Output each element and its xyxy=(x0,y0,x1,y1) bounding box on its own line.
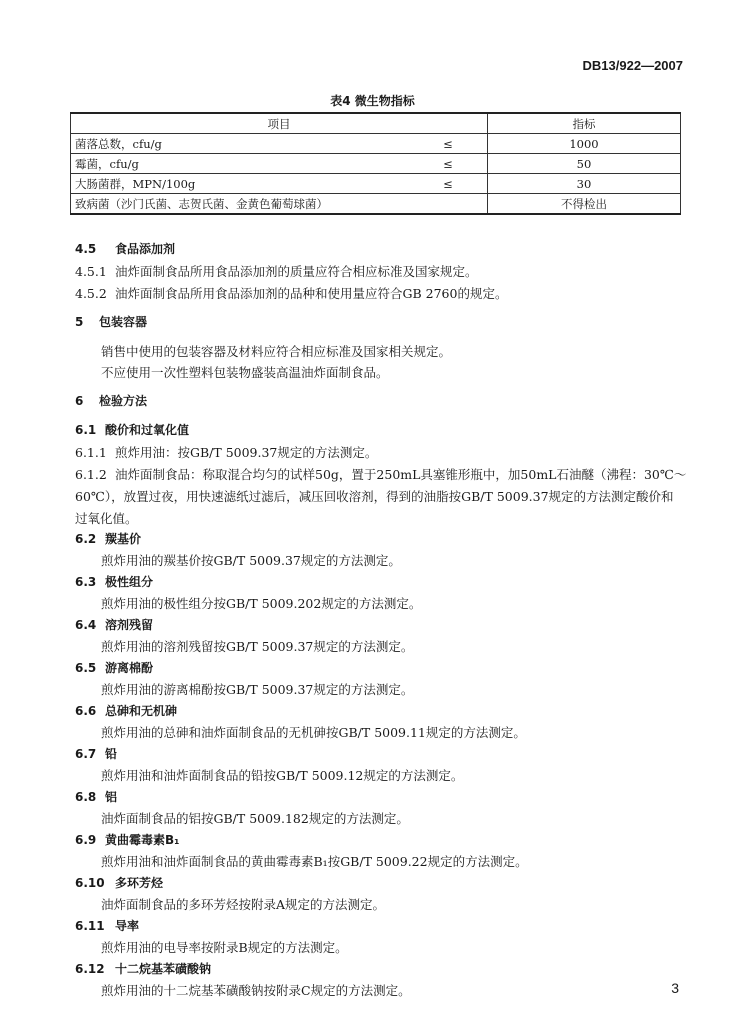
clause-6-1-2-line-1: 6.1.2 油炸面制食品：称取混合均匀的试样50g，置于250mL具塞锥形瓶中，加50mL石油醚（沸程：30℃～ xyxy=(75,467,687,482)
clause-4-5-2: 4.5.2 油炸面制食品所用食品添加剂的品种和使用量应符合GB 2760的规定。 xyxy=(75,286,508,301)
section-6-12-heading: 6.12 十二烷基苯磺酸钠 xyxy=(75,962,212,976)
row-value: 不得检出 xyxy=(488,194,681,215)
clause-6-1-2-line-3: 过氧化值。 xyxy=(75,511,138,526)
row-value: 30 xyxy=(488,174,681,194)
clause-6-1-2-line-2: 60℃），放置过夜，用快速滤纸过滤后，减压回收溶剂，得到的油脂按GB/T 5009.37规定的方法测定酸价和 xyxy=(75,489,674,504)
row-symbol xyxy=(409,194,488,215)
table-header-row xyxy=(71,113,681,134)
section-6-1-heading: 6.1 酸价和过氧化值 xyxy=(75,423,190,437)
row-item: 菌落总数，cfu/g xyxy=(71,134,410,154)
section-6-11-text: 煎炸用油的电导率按附录B规定的方法测定。 xyxy=(101,940,348,955)
table-row xyxy=(71,134,681,154)
section-6-7-heading: 6.7 铅 xyxy=(75,747,118,761)
section-5-paragraph-2: 不应使用一次性塑料包装物盛装高温油炸面制食品。 xyxy=(101,365,389,380)
clause-4-5-1: 4.5.1 油炸面制食品所用食品添加剂的质量应符合相应标准及国家规定。 xyxy=(75,264,478,279)
row-symbol: ≤ xyxy=(409,174,488,194)
row-value: 50 xyxy=(488,154,681,174)
section-6-10-text: 油炸面制食品的多环芳烃按附录A规定的方法测定。 xyxy=(101,897,386,912)
table-row xyxy=(71,194,681,215)
section-6-5-text: 煎炸用油的游离棉酚按GB/T 5009.37规定的方法测定。 xyxy=(101,682,414,697)
section-6-11-heading: 6.11 导率 xyxy=(75,919,140,933)
section-6-6-heading: 6.6 总砷和无机砷 xyxy=(75,704,178,718)
section-6-7-text: 煎炸用油和油炸面制食品的铅按GB/T 5009.12规定的方法测定。 xyxy=(101,768,464,783)
section-6-5-heading: 6.5 游离棉酚 xyxy=(75,661,154,675)
table-caption: 表4 微生物指标 xyxy=(330,94,415,108)
section-6-4-text: 煎炸用油的溶剂残留按GB/T 5009.37规定的方法测定。 xyxy=(101,639,414,654)
section-6-12-text: 煎炸用油的十二烷基苯磺酸钠按附录C规定的方法测定。 xyxy=(101,983,411,998)
row-value: 1000 xyxy=(488,134,681,154)
section-5-paragraph-1: 销售中使用的包装容器及材料应符合相应标准及国家相关规定。 xyxy=(101,344,452,359)
table-row xyxy=(71,154,681,174)
section-6-4-heading: 6.4 溶剂残留 xyxy=(75,618,154,632)
row-item: 霉菌，cfu/g xyxy=(71,154,410,174)
section-5-heading: 5 包装容器 xyxy=(75,315,148,329)
row-item: 大肠菌群，MPN/100g xyxy=(71,174,410,194)
section-6-3-text: 煎炸用油的极性组分按GB/T 5009.202规定的方法测定。 xyxy=(101,596,422,611)
row-symbol: ≤ xyxy=(409,154,488,174)
row-symbol: ≤ xyxy=(409,134,488,154)
section-4-5-heading: 4.5 食品添加剂 xyxy=(75,242,176,256)
section-6-10-heading: 6.10 多环芳烃 xyxy=(75,876,164,890)
section-6-8-heading: 6.8 铝 xyxy=(75,790,118,804)
microbial-indicator-table xyxy=(70,112,681,215)
section-6-2-heading: 6.2 羰基价 xyxy=(75,532,142,546)
table-row xyxy=(71,174,681,194)
section-6-heading: 6 检验方法 xyxy=(75,394,148,408)
section-6-3-heading: 6.3 极性组分 xyxy=(75,575,154,589)
clause-6-1-1: 6.1.1 煎炸用油：按GB/T 5009.37规定的方法测定。 xyxy=(75,445,378,460)
section-6-9-text: 煎炸用油和油炸面制食品的黄曲霉毒素B₁按GB/T 5009.22规定的方法测定。 xyxy=(101,854,528,869)
page-number: 3 xyxy=(671,980,679,996)
section-6-9-heading: 6.9 黄曲霉毒素B₁ xyxy=(75,833,180,847)
header-item: 项目 xyxy=(71,113,488,134)
section-6-6-text: 煎炸用油的总砷和油炸面制食品的无机砷按GB/T 5009.11规定的方法测定。 xyxy=(101,725,526,740)
row-item: 致病菌（沙门氏菌、志贺氏菌、金黄色葡萄球菌） xyxy=(71,194,410,215)
section-6-2-text: 煎炸用油的羰基价按GB/T 5009.37规定的方法测定。 xyxy=(101,553,401,568)
section-6-8-text: 油炸面制食品的铝按GB/T 5009.182规定的方法测定。 xyxy=(101,811,409,826)
header-value: 指标 xyxy=(488,113,681,134)
standard-code: DB13/922—2007 xyxy=(582,58,683,73)
